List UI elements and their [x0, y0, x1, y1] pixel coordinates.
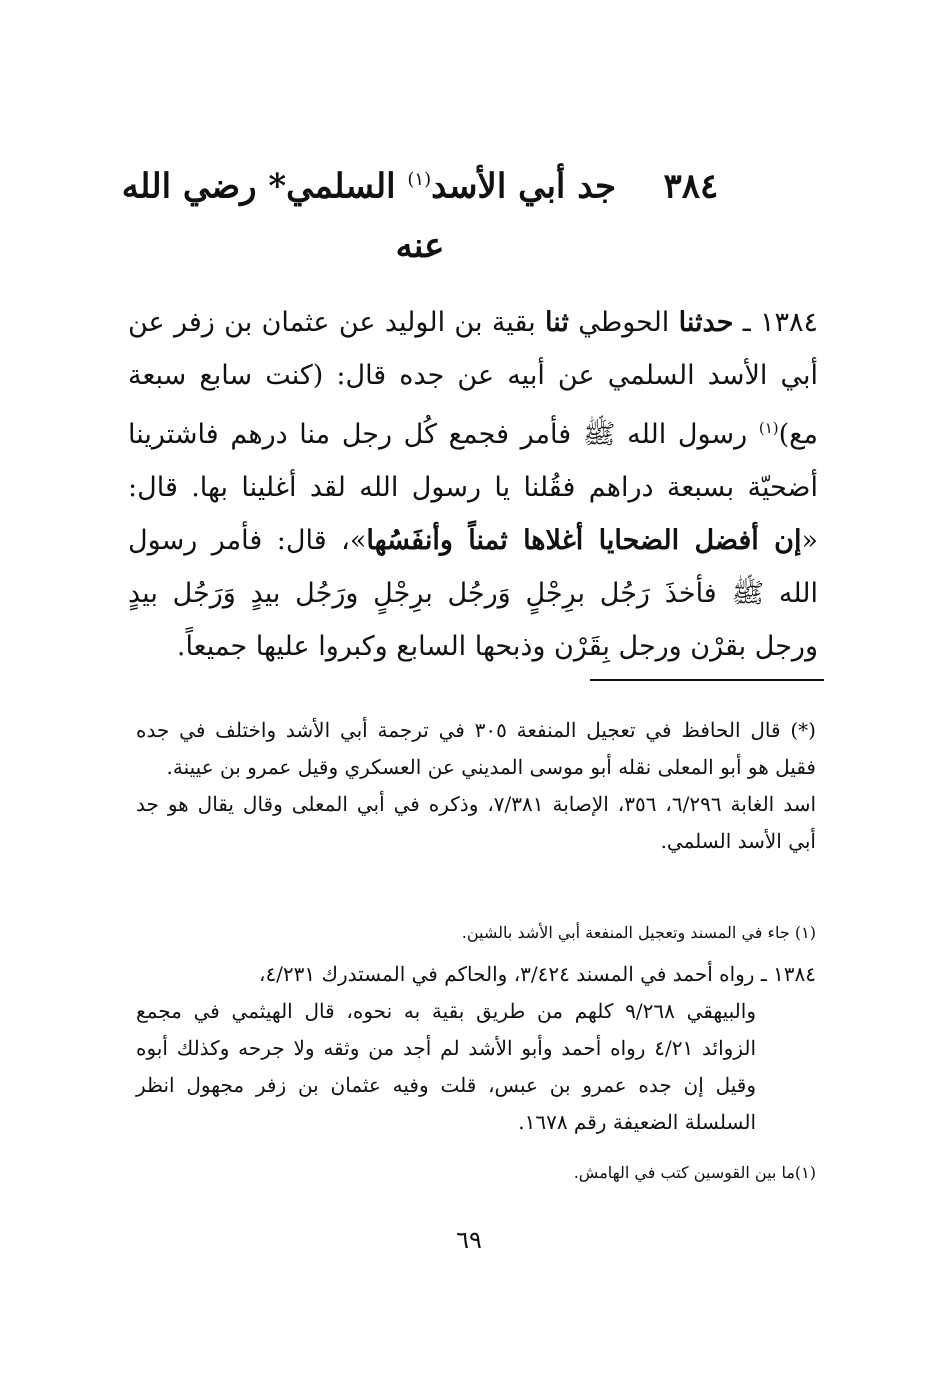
hadith-text — [128, 296, 818, 673]
hadith-paragraph — [128, 296, 818, 673]
page-number: ٦٩ — [456, 1226, 482, 1254]
footnote-margin-note — [136, 1158, 816, 1188]
hadith-number: ١٣٨٤ ـ — [733, 307, 819, 338]
takhrij-body: والبيهقي ٩/٢٦٨ كلهم من طريق بقية به نحوه، قال الهيثمي في مجمع الزوائد ٤/٢١ رواه أحمد وأبو الأشد لم أجد من وثقه ولا جرحه وكذلك أبوه وقيل إن جده عمرو بن عبس، قلت وفيه عثمان بن زفر مجهول انظر السلسلة الضعيفة رقم ١٦٧٨. — [136, 999, 757, 1134]
margin-note-text: (١)ما بين القوسين كتب في الهامش. — [573, 1163, 816, 1182]
footnote-star-references: اسد الغابة ٦/٢٩٦، ٣٥٦، الإصابة ٧/٣٨١، وذكره في أبي المعلى وقال يقال هو جد أبي الأسد السلمي. — [136, 792, 817, 853]
footnote-separator — [590, 679, 824, 681]
footnote-star — [136, 712, 816, 860]
footnote-marker: (١) — [758, 419, 779, 437]
prophetic-saying: إن أفضل الضحايا أغلاها ثمناً وأنفَسُها — [366, 525, 802, 556]
heading-footnote-marker: (١) — [407, 169, 432, 190]
takhrij-note — [136, 956, 816, 1141]
narration-term: ثنا — [544, 307, 569, 338]
footnote-1-text: (١) جاء في المسند وتعجيل المنفعة أبي الأشد بالشين. — [461, 923, 816, 942]
chapter-heading — [120, 150, 720, 276]
matn-text-end: »، قال: فأمر رسول الله ﷺ فأخذَ رَجُل برِجْلٍ وَرجُل برِجْلٍ ورَجُل بيدٍ وَرَجُل بيدٍ ورجل بقرْن ورجل بِقَرْن وذبحها السابع وكبروا عليها جميعاً. — [128, 525, 818, 662]
heading-title-part1: جد أبي الأسد — [431, 166, 617, 207]
heading-number: ٣٨٤ — [663, 166, 719, 207]
footnote-1 — [136, 918, 816, 948]
narrator-name: الحوطي — [568, 307, 679, 338]
footnote-star-text: (*) قال الحافظ في تعجيل المنفعة ٣٠٥ في ترجمة أبي الأشد واختلف في جده فقيل هو أبو المعلى نقله أبو موسى المديني عن العسكري وقيل عمرو بن عيينة. — [136, 718, 816, 779]
heading-title-part2: السلمي* رضي الله عنه — [121, 166, 445, 267]
takhrij-lead: ١٣٨٤ ـ رواه أحمد في المسند ٣/٤٢٤، والحاكم في المستدرك ٤/٢٣١، — [258, 962, 816, 986]
isnad-text: بقية بن الوليد عن عثمان بن زفر عن أبي الأسد السلمي عن أبيه عن جده قال: (كنت سابع سبعة مع) — [128, 307, 818, 450]
matn-text: رسول الله ﷺ فأمر فجمع كُل رجل منا درهم فاشترينا أضحيّة بسبعة دراهم فقُلنا يا رسول الله لقد أغلينا بها. قال: « — [128, 419, 818, 556]
narration-term: حدثنا — [678, 307, 734, 338]
